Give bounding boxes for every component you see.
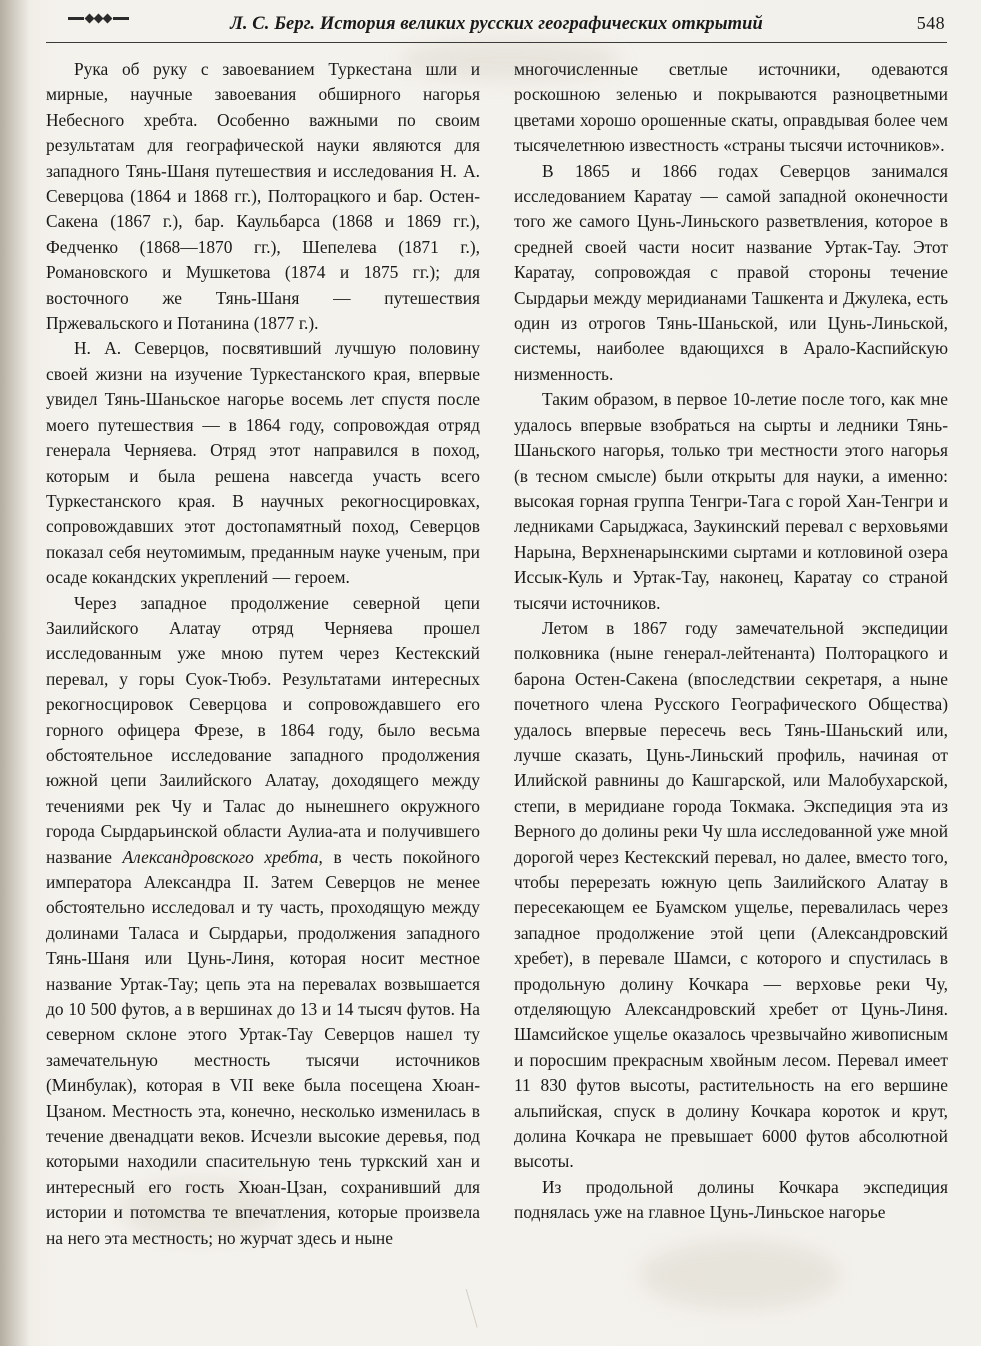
diamond-rule-ornament-icon — [68, 15, 129, 22]
page-number: 548 — [916, 13, 945, 33]
column-left — [46, 57, 480, 1251]
paragraph: Из продольной долины Кочкара экспедиция поднялась уже на главное Цунь-Линьское нагорье — [514, 1176, 948, 1223]
paragraph: многочисленные светлые источники, одеваются роскошною зеленью и покрываются разноцветными цветами хорошо орошенные скаты, оправдывая более чем тысячелетнюю известность «страны тысячи источников». — [514, 59, 948, 156]
paragraph: Рука об руку с завоеванием Туркестана шли и мирные, научные завоевания обширного нагорья Небесного хребта. Особенно важными по своим результатам для географической науки являются для западного Тянь-Шаня путешествия и исследования Н. А. Северцова (1864 и 1868 гг.), Полторацкого и бар. Остен-Сакена (1867 г.), бар. Каульбарса (1868 и 1869 гг.), Федченко (1868—1870 гг.), Шепелева (1871 г.), Романовского и Мушкетова (1874 и 1875 гг.); для восточного же Тянь-Шаня — путешествия Пржевальского и Потанина (1877 г.). — [46, 59, 480, 334]
paragraph: Таким образом, в первое 10-летие после того, как мне удалось впервые взобраться на сырты и ледники Тянь-Шаньского нагорья, только три местности этого нагорья (в тесном смысле) были открыты для науки, а именно: высокая горная группа Тенгри-Тага с горой Хан-Тенгри и ледниками Сарыджаса, Заукинский перевал с верховьями Нарына, Верхненарынскими сыртами и котловиной озера Иссык-Куль и Уртак-Тау, наконец, Каратау со страной тысячи источников. — [514, 389, 948, 613]
paragraph-with-italic — [46, 591, 480, 1252]
paragraph-text-tail: , в честь покойного императора Александра II. Затем Северцов не менее обстоятельно исследовал и ту часть, проходящую между долинами Таласа и Сырдарьи, продолжения западного Тянь-Шаня или Цунь-Линя, которая носит местное название Уртак-Тау; цепь эта на перевалах возвышается до 10 500 футов, а в вершинах до 13 и 14 тысяч футов. На северном склоне этого Уртак-Тау Северцов нашел ту замечательную местность тысячи источников (Минбулак), которая в VII веке была посещена Хюан-Цзаном. Местность эта, конечно, несколько изменилась в течение двенадцати веков. Исчезли высокие деревья, под которыми находили спасительную тень туркский хан и интересный его гость Хюан-Цзан, сохранивший для истории и потомства те впечатления, которые произвела на него эта местность; но журчат здесь и ныне — [46, 846, 480, 1248]
running-head — [46, 12, 947, 43]
text-columns — [46, 57, 947, 1251]
paragraph: Н. А. Северцов, посвятивший лучшую половину своей жизни на изучение Туркестанского края, впервые увидел Тянь-Шаньское нагорье восемь лет спустя после моего путешествия — в 1864 году, сопровождая отряд генерала Черняева. Отряд этот направился в поход, которым и была решена навсегда участь всего Туркестанского края. В научных рекогносцировках, сопровождавших этот достопамятный поход, Северцов показал себя неутомимым, преданным науке ученым, при осаде кокандских укреплений — героем. — [46, 338, 480, 588]
paragraph-text: Через западное продолжение северной цепи Заилийского Алатау отряд Черняева прошел исследованным уже мною путем через Кестекский перевал, у горы Суок-Тюбэ. Результатами интересных рекогносцировок Северцова и сопровождавшего его горного офицера Фрезе, в 1864 году, было весьма обстоятельное исследование западного продолжения южной цепи Заилийского Алатау, доходящего между течениями рек Чу и Талас до нынешнего окружного города Сырдарьинской области Аулиа-ата и получившего название — [46, 592, 480, 867]
italic-title: Александровского хребта — [122, 846, 319, 867]
paragraph: В 1865 и 1866 годах Северцов занимался исследованием Каратау — самой западной оконечности того же самого Цунь-Линьского разветвления, которое в средней своей части носит название Уртак-Тау. Этот Каратау, сопровождая с правой стороны течение Сырдарьи между меридианами Ташкента и Джулека, есть один из отрогов Тянь-Шаньской, или Цунь-Линьской, системы, наиболее вдающихся в Арало-Каспийскую низменность. — [514, 160, 948, 384]
column-right — [514, 57, 948, 1226]
paragraph: Летом в 1867 году замечательной экспедиции полковника (ныне генерал-лейтенанта) Полторацкого и барона Остен-Сакена (впоследствии секретаря, а ныне почетного члена Русского Географического Общества) удалось впервые пересечь весь Тянь-Шаньский или, лучше сказать, Цунь-Линьский профиль, начиная от Илийской равнины до Кашгарской, или Малобухарской, степи, в меридиане города Токмака. Экспедиция эта из Верного до долины реки Чу шла исследованной уже мной дорогой через Кестекский перевал, но далее, вместо того, чтобы перерезать южную цепь Заилийского Алатау в пересекающем ее Буамском ущелье, перевалилась через западное продолжение этой цепи (Александровский хребет), в перевале Шамси, с которого и спустилась в продольную долину Кочкара — верховье реки Чу, отделяющую Александровский хребет от Цунь-Линя. Шамсийское ущелье оказалось чрезвычайно живописным и поросшим прекрасным хвойным лесом. Перевал имеет 11 830 футов высоты, растительность на его вершине альпийская, спуск в долину Кочкара короток и крут, долина Кочкара не превышает 6000 футов абсолютной высоты. — [514, 617, 948, 1172]
running-head-title: Л. С. Берг. История великих русских географических открытий — [230, 14, 763, 34]
